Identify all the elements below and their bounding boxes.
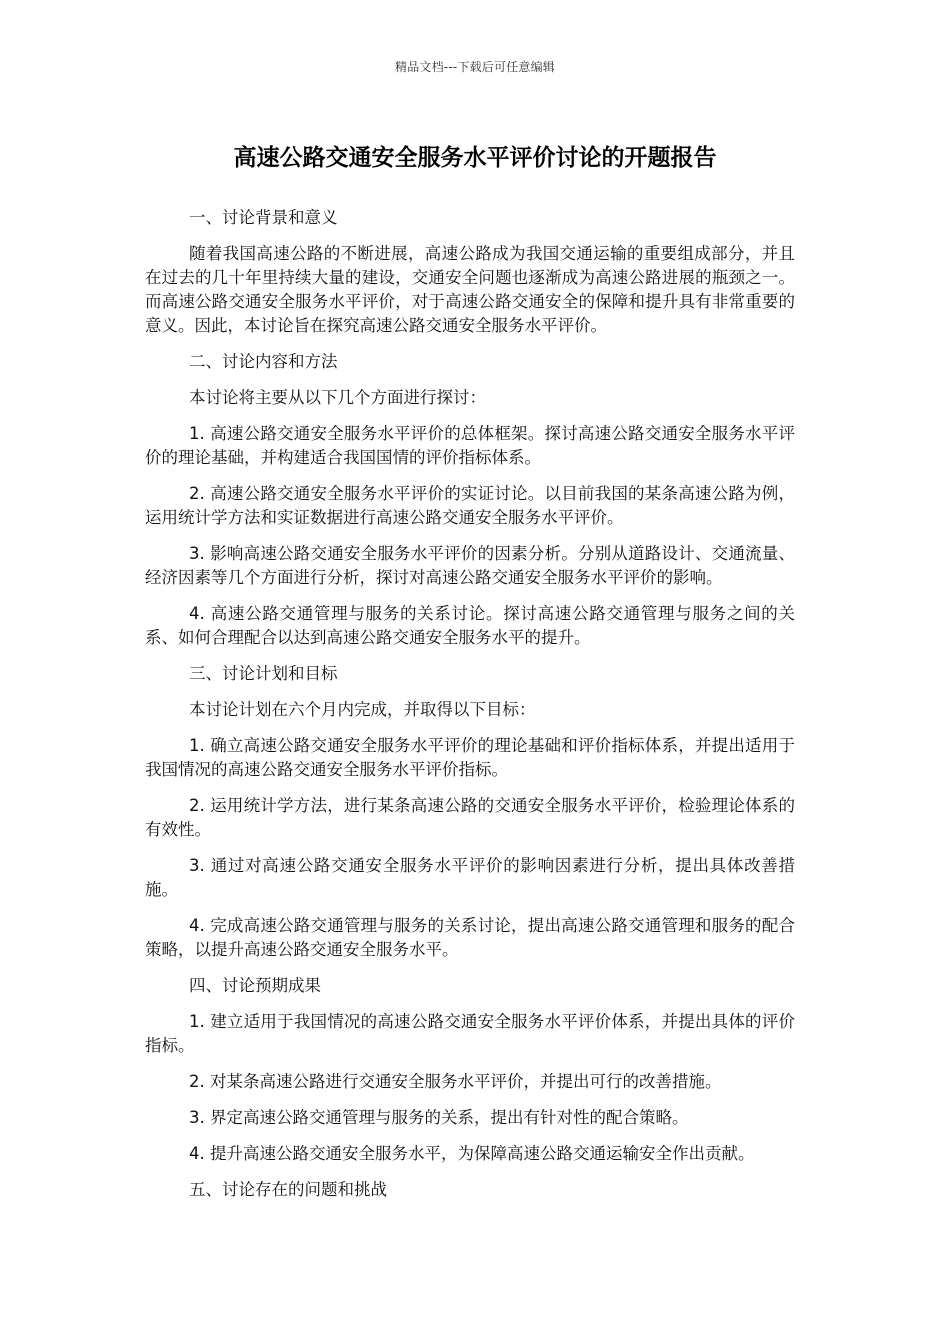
list-item-result-1: 1. 建立适用于我国情况的高速公路交通安全服务水平评价体系，并提出具体的评价指标。 — [145, 1012, 795, 1055]
section-heading-background: 一、讨论背景和意义 — [189, 208, 338, 227]
document-title: 高速公路交通安全服务水平评价讨论的开题报告 — [233, 145, 717, 171]
list-item-result-3: 3. 界定高速公路交通管理与服务的关系，提出有针对性的配合策略。 — [189, 1108, 689, 1127]
document-body — [145, 206, 795, 1214]
list-item-content-1: 1. 高速公路交通安全服务水平评价的总体框架。探讨高速公路交通安全服务水平评价的理论基础，并构建适合我国国情的评价指标体系。 — [145, 424, 795, 467]
paragraph-content-intro: 本讨论将主要从以下几个方面进行探讨： — [189, 388, 486, 407]
paragraph-plan-intro: 本讨论计划在六个月内完成，并取得以下目标： — [189, 700, 536, 719]
list-item-goal-4: 4. 完成高速公路交通管理与服务的关系讨论，提出高速公路交通管理和服务的配合策略，以提升高速公路交通安全服务水平。 — [145, 916, 795, 959]
list-item-content-2: 2. 高速公路交通安全服务水平评价的实证讨论。以目前我国的某条高速公路为例，运用统计学方法和实证数据进行高速公路交通安全服务水平评价。 — [145, 484, 795, 527]
list-item-result-4: 4. 提升高速公路交通安全服务水平，为保障高速公路交通运输安全作出贡献。 — [189, 1144, 755, 1163]
header-note: 精品文档---下载后可任意编辑 — [395, 60, 555, 74]
paragraph-background: 随着我国高速公路的不断进展，高速公路成为我国交通运输的重要组成部分，并且在过去的几十年里持续大量的建设，交通安全问题也逐渐成为高速公路进展的瓶颈之一。而高速公路交通安全服务水平评价，对于高速公路交通安全的保障和提升具有非常重要的意义。因此，本讨论旨在探究高速公路交通安全服务水平评价。 — [145, 244, 795, 335]
list-item-goal-1: 1. 确立高速公路交通安全服务水平评价的理论基础和评价指标体系，并提出适用于我国情况的高速公路交通安全服务水平评价指标。 — [145, 736, 795, 779]
list-item-goal-3: 3. 通过对高速公路交通安全服务水平评价的影响因素进行分析，提出具体改善措施。 — [145, 856, 795, 899]
section-heading-problems-challenges: 五、讨论存在的问题和挑战 — [189, 1180, 387, 1199]
list-item-content-4: 4. 高速公路交通管理与服务的关系讨论。探讨高速公路交通管理与服务之间的关系、如何合理配合以达到高速公路交通安全服务水平的提升。 — [145, 604, 795, 647]
section-heading-plan-goals: 三、讨论计划和目标 — [189, 664, 338, 683]
list-item-content-3: 3. 影响高速公路交通安全服务水平评价的因素分析。分别从道路设计、交通流量、经济因素等几个方面进行分析，探讨对高速公路交通安全服务水平评价的影响。 — [145, 544, 795, 587]
list-item-goal-2: 2. 运用统计学方法，进行某条高速公路的交通安全服务水平评价，检验理论体系的有效性。 — [145, 796, 795, 839]
list-item-result-2: 2. 对某条高速公路进行交通安全服务水平评价，并提出可行的改善措施。 — [189, 1072, 722, 1091]
section-heading-content-methods: 二、讨论内容和方法 — [189, 352, 338, 371]
section-heading-expected-results: 四、讨论预期成果 — [189, 976, 321, 995]
